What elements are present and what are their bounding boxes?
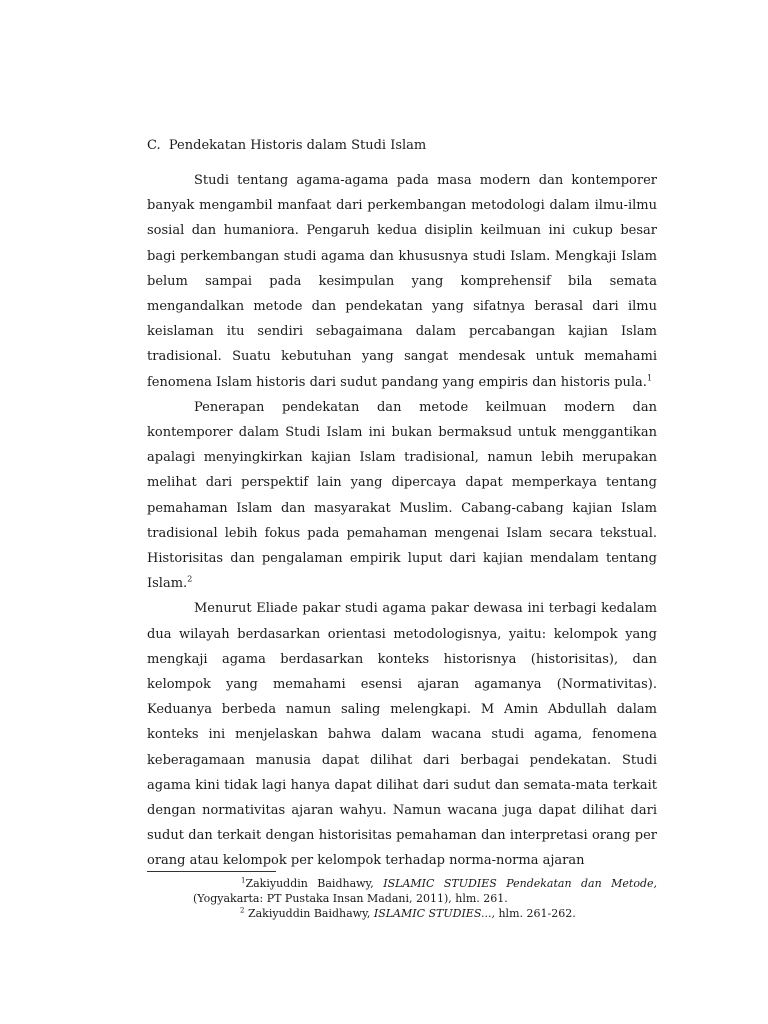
footnote-title: ISLAMIC STUDIES Pendekatan dan Metode,: [383, 877, 658, 890]
body-text: [147, 168, 657, 874]
footnote-ref: 2: [187, 574, 193, 584]
footnote-2: [193, 906, 657, 921]
footnote-separator: [147, 871, 276, 872]
paragraph: [147, 168, 657, 395]
footnote-number: 2: [240, 906, 245, 915]
footnote-pages: hlm. 261-262.: [498, 907, 576, 920]
footnote-author: Zakiyuddin Baidhawy,: [247, 907, 371, 920]
footnote-1: [193, 876, 657, 906]
section-heading: [147, 137, 426, 155]
section-label: C.: [147, 138, 161, 153]
footnote-author: Zakiyuddin Baidhawy,: [245, 877, 374, 890]
footnote-title: ISLAMIC STUDIES...,: [373, 907, 495, 920]
paragraph-text: Penerapan pendekatan dan metode keilmuan modern dan kontemporer dalam Studi Islam ini bukan bermaksud untuk menggantikan apalagi menyingkirkan kajian Islam tradisional, namun lebih merupakan melihat dari perspektif lain yang dipercaya dapat memperkaya tentang pemahaman Islam dan masyarakat Muslim. Cabang-cabang kajian Islam tradisional lebih fokus pada pemahaman mengenai Islam secara tekstual. Historisitas dan pengalaman empirik luput dari kajian mendalam tentang Islam.: [147, 399, 657, 592]
paragraph: [147, 596, 657, 873]
paragraph-text: Menurut Eliade pakar studi agama pakar dewasa ini terbagi kedalam dua wilayah berdasarkan orientasi metodologisnya, yaitu: kelompok yang mengkaji agama berdasarkan konteks historisnya (historisitas), dan kelompok yang memahami esensi ajaran agamanya (Normativitas). Keduanya berbeda namun saling melengkapi. M Amin Abdullah dalam konteks ini menjelaskan bahwa dalam wacana studi agama, fenomena keberagamaan manusia dapat dilihat dari berbagai pendekatan. Studi agama kini tidak lagi hanya dapat dilihat dari sudut dan semata-mata terkait dengan normativitas ajaran wahyu. Namun wacana juga dapat dilihat dari sudut dan terkait dengan historisitas pemahaman dan interpretasi orang per orang atau kelompok per kelompok terhadap norma-norma ajaran: [147, 601, 657, 869]
footnote-ref: 1: [646, 373, 653, 383]
paragraph: [147, 395, 657, 597]
footnote-publication: (Yogyakarta: PT Pustaka Insan Madani, 2011), hlm. 261.: [193, 892, 508, 905]
footnote-1-line: [193, 876, 657, 891]
section-title: Pendekatan Historis dalam Studi Islam: [168, 138, 427, 153]
paragraph-text: Studi tentang agama-agama pada masa modern dan kontemporer banyak mengambil manfaat dari perkembangan metodologi dalam ilmu-ilmu sosial dan humaniora. Pengaruh kedua disiplin keilmuan ini cukup besar bagi perkembangan studi agama dan khususnya studi Islam. Mengkaji Islam belum sampai pada kesimpulan yang komprehensif bila semata mengandalkan metode dan pendekatan yang sifatnya berasal dari ilmu keislaman itu sendiri sebagaimana dalam percabangan kajian Islam tradisional. Suatu kebutuhan yang sangat mendesak untuk memahami fenomena Islam historis dari sudut pandang yang empiris dan historis pula.: [147, 173, 657, 390]
footnotes: [193, 876, 657, 921]
footnote-number: 1: [241, 876, 246, 885]
